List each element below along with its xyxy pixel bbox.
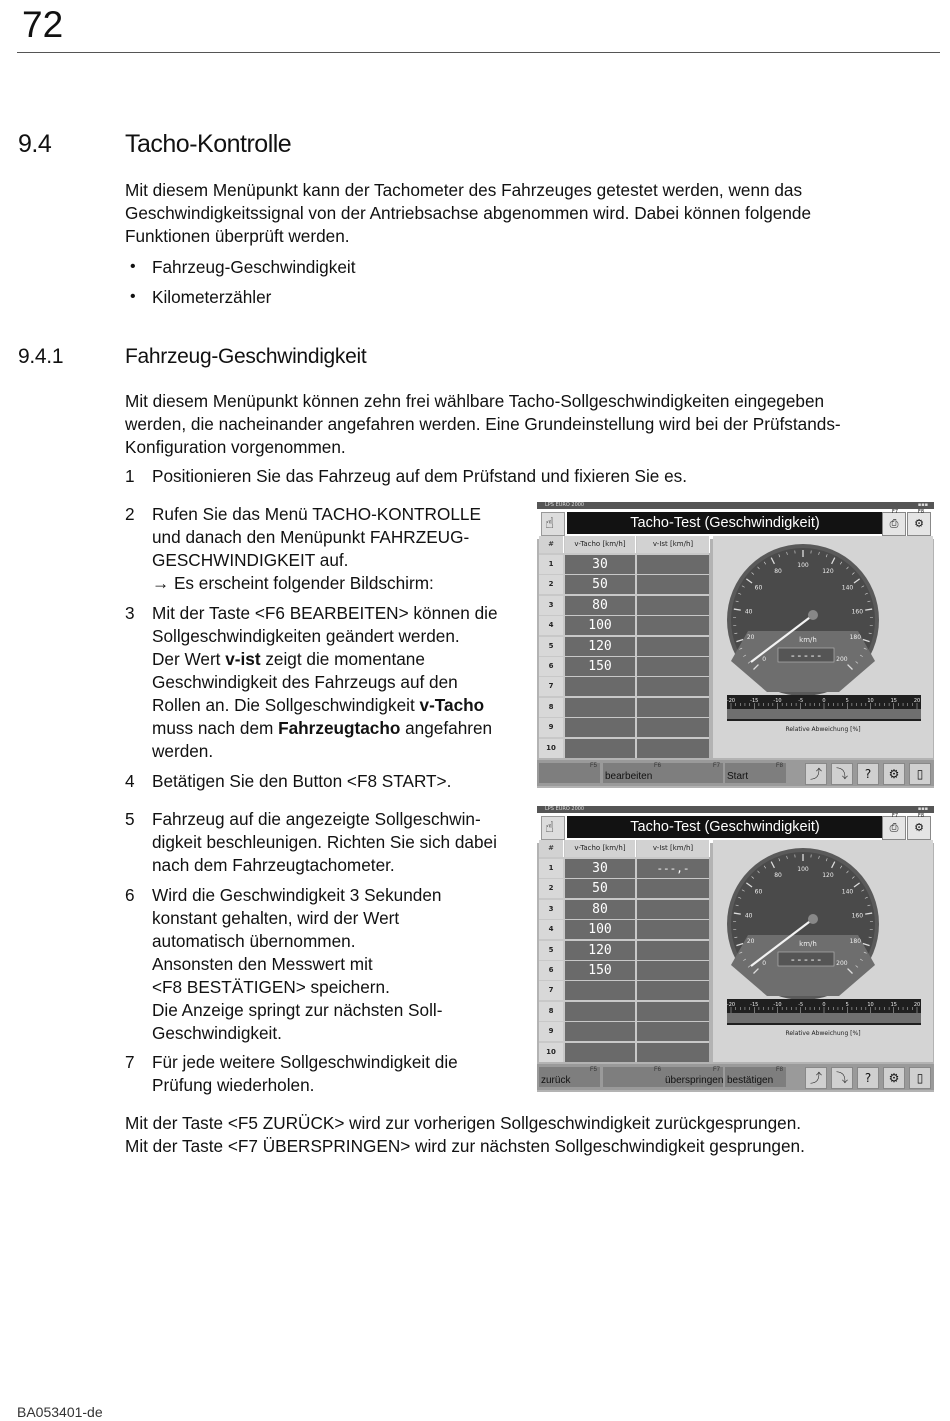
key-label-f8: F8 [917, 813, 924, 819]
dyno-icon[interactable]: ⚙ [883, 1067, 905, 1089]
table-row[interactable] [539, 698, 709, 719]
v-ist-cell [637, 596, 709, 615]
v-tacho-cell[interactable]: 120 [565, 637, 635, 656]
text-run: zeigt die momentane [260, 649, 425, 669]
intro-line-1: Mit diesem Menüpunkt kann der Tachometer des Fahrzeuges getestet werden, wenn das [125, 180, 803, 200]
intro-line-3: Funktionen überprüft werden. [125, 226, 350, 246]
v-tacho-cell[interactable] [565, 718, 635, 737]
row-number: 3 [539, 596, 563, 615]
deviation-tick-label: 5 [845, 698, 849, 704]
function-key-bar [537, 1064, 934, 1090]
v-tacho-cell[interactable]: 150 [565, 657, 635, 676]
gauge-tick-label: 200 [836, 655, 848, 663]
v-tacho-cell[interactable]: 80 [565, 900, 635, 919]
v-tacho-cell[interactable]: 50 [565, 879, 635, 898]
deviation-label: Relative Abweichung [%] [785, 726, 861, 733]
screen-title: Tacho-Test (Geschwindigkeit) [567, 512, 883, 534]
table-row[interactable] [539, 575, 709, 596]
v-tacho-cell[interactable] [565, 739, 635, 758]
table-row[interactable] [539, 718, 709, 739]
bullet-item: Kilometerzähler [152, 287, 272, 307]
table-row[interactable] [539, 596, 709, 617]
step-number: 5 [125, 809, 135, 829]
function-key-label: zurück [541, 1075, 571, 1086]
window-controls[interactable]: ▪▪▪ [917, 806, 928, 812]
deviation-tick-label: -20 [726, 698, 736, 704]
step-7-line: Für jede weitere Sollgeschwindigkeit die [152, 1052, 458, 1072]
v-ist-cell [637, 718, 709, 737]
function-key-f7[interactable] [663, 1067, 723, 1087]
deviation-tick-label: 15 [890, 698, 897, 704]
deviation-tick-label: 20 [913, 1002, 921, 1008]
gauge-tick-label: 120 [822, 567, 834, 575]
table-row[interactable] [539, 1022, 709, 1043]
speed-readout: ----- [789, 953, 823, 966]
gauge-tick-label: 120 [822, 871, 834, 879]
deviation-tick-label: 0 [822, 1002, 826, 1008]
table-header-v-tacho: v-Tacho [km/h] [565, 840, 636, 857]
step-number: 7 [125, 1052, 135, 1072]
speedometer-panel [713, 536, 933, 758]
deviation-tick-label: -15 [750, 698, 759, 704]
row-number: 4 [539, 616, 563, 635]
deviation-tick-label: 20 [913, 698, 921, 704]
row-number: 6 [539, 961, 563, 980]
deviation-tick-label: -10 [773, 698, 782, 704]
v-tacho-cell[interactable] [565, 1022, 635, 1041]
v-ist-cell [637, 900, 709, 919]
gauge-tick-label: 40 [744, 912, 753, 920]
table-row[interactable] [539, 677, 709, 698]
v-ist-cell [637, 616, 709, 635]
gauge-tick-label: 0 [762, 959, 767, 967]
hand-icon[interactable] [541, 816, 565, 840]
up-arrow-icon[interactable]: ⤴ [805, 763, 827, 785]
exit-icon[interactable]: ▯ [909, 1067, 931, 1089]
deviation-tick-label: 10 [867, 698, 874, 704]
v-tacho-cell[interactable]: 100 [565, 920, 635, 939]
gauge-tick-label: 200 [836, 959, 848, 967]
step-6-line: Die Anzeige springt zur nächsten Soll- [152, 1000, 443, 1020]
step-2-result: → Es erscheint folgender Bildschirm: [152, 573, 434, 593]
v-ist-cell [637, 575, 709, 594]
deviation-tick-label: 10 [867, 1002, 874, 1008]
v-ist-cell [637, 961, 709, 980]
v-ist-cell [637, 657, 709, 676]
speedometer-svg [713, 536, 933, 758]
step-2-line: GESCHWINDIGKEIT auf. [152, 550, 349, 570]
gauge-tick-label: 20 [746, 633, 755, 641]
gauge-tick-label: 60 [754, 888, 763, 896]
step-5-line: Fahrzeug auf die angezeigte Sollgeschwin- [152, 809, 481, 829]
dyno-icon[interactable]: ⚙ [907, 816, 931, 840]
printer-icon[interactable]: ⎙ [882, 816, 906, 840]
step-7-line: Prüfung wiederholen. [152, 1075, 315, 1095]
speedometer-panel [713, 840, 933, 1062]
table-header-index: # [539, 840, 564, 857]
v-tacho-cell[interactable]: 80 [565, 596, 635, 615]
row-number: 3 [539, 900, 563, 919]
gauge-tick-label: 20 [746, 937, 755, 945]
bullet-dot: • [130, 258, 136, 275]
gauge-unit-label: km/h [799, 636, 817, 644]
table-header-index: # [539, 536, 564, 553]
speed-table [539, 840, 709, 1062]
step-3-line: Mit der Taste <F6 BEARBEITEN> können die [152, 603, 498, 623]
v-ist-cell [637, 1043, 709, 1062]
row-number: 9 [539, 1022, 563, 1041]
screen-header [537, 813, 934, 843]
step-3-line [152, 694, 484, 717]
row-number: 8 [539, 698, 563, 717]
sub-intro-line-3: Konfiguration vorgenommen. [125, 437, 346, 457]
speed-readout: ----- [789, 649, 823, 662]
v-tacho-cell[interactable]: 50 [565, 575, 635, 594]
step-number: 3 [125, 603, 135, 623]
hand-icon-glyph: ☝ [545, 818, 555, 836]
header-rule [17, 52, 940, 53]
v-ist-cell [637, 981, 709, 1000]
step-number: 6 [125, 885, 135, 905]
table-row[interactable] [539, 616, 709, 637]
row-number: 7 [539, 981, 563, 1000]
row-number: 5 [539, 941, 563, 960]
step-3-line [152, 648, 425, 671]
deviation-bar [727, 1013, 921, 1023]
step-3-line: werden. [152, 741, 214, 761]
key-label-f8: F8 [917, 509, 924, 515]
dyno-icon[interactable]: ⚙ [883, 763, 905, 785]
gauge-tick-label: 80 [774, 567, 782, 575]
app-title-bar [537, 502, 934, 509]
gauge-tick-label: 140 [841, 888, 854, 896]
deviation-tick-label: -5 [798, 1002, 804, 1008]
step-6-line: Wird die Geschwindigkeit 3 Sekunden [152, 885, 442, 905]
section-number: 9.4 [18, 130, 52, 158]
v-tacho-cell[interactable] [565, 698, 635, 717]
step-6-line: Ansonsten den Messwert mit [152, 954, 373, 974]
function-key-f8[interactable] [725, 763, 786, 783]
gauge-tick-label: 40 [744, 608, 753, 616]
deviation-tick-label: -15 [750, 1002, 759, 1008]
screen-header [537, 509, 934, 539]
bullet-dot: • [130, 288, 136, 305]
function-key-number: F6 [653, 763, 661, 769]
row-number: 7 [539, 677, 563, 696]
hand-icon[interactable] [541, 512, 565, 536]
v-tacho-cell[interactable]: 150 [565, 961, 635, 980]
function-key-label: überspringen [665, 1075, 724, 1086]
function-key-number: F5 [589, 763, 597, 769]
step-2-line: Rufen Sie das Menü TACHO-KONTROLLE [152, 504, 481, 524]
section-title: Tacho-Kontrolle [125, 130, 292, 158]
v-tacho-cell[interactable] [565, 677, 635, 696]
table-header-v-tacho: v-Tacho [km/h] [565, 536, 636, 553]
sub-intro-line-1: Mit diesem Menüpunkt können zehn frei wählbare Tacho-Sollgeschwindigkeiten eingegeben [125, 391, 825, 411]
row-number: 1 [539, 859, 563, 878]
step-4-text: Betätigen Sie den Button <F8 START>. [152, 771, 452, 791]
dyno-icon[interactable]: ⚙ [907, 512, 931, 536]
v-tacho-cell[interactable] [565, 1043, 635, 1062]
step-2-line: und danach den Menüpunkt FAHRZEUG- [152, 527, 470, 547]
row-number: 4 [539, 920, 563, 939]
subsection-title: Fahrzeug-Geschwindigkeit [125, 345, 367, 368]
text-run: Der Wert [152, 649, 226, 669]
table-row[interactable] [539, 900, 709, 921]
term-fahrzeugtacho: Fahrzeugtacho [278, 718, 401, 738]
deviation-tick-label: 5 [845, 1002, 849, 1008]
up-arrow-icon[interactable]: ⤴ [805, 1067, 827, 1089]
v-ist-cell [637, 879, 709, 898]
row-number: 5 [539, 637, 563, 656]
table-row[interactable] [539, 739, 709, 760]
window-controls[interactable]: ▪▪▪ [917, 502, 928, 508]
table-row[interactable] [539, 637, 709, 658]
closing-line-2: Mit der Taste <F7 ÜBERSPRINGEN> wird zur nächsten Sollgeschwindigkeit gesprungen. [125, 1136, 805, 1156]
screenshot-tacho-test-2 [537, 806, 934, 1092]
deviation-label: Relative Abweichung [%] [785, 1030, 861, 1037]
app-title-bar [537, 806, 934, 813]
deviation-tick-label: -5 [798, 698, 804, 704]
deviation-tick-label: 15 [890, 1002, 897, 1008]
table-header-v-ist: v-Ist [km/h] [637, 840, 710, 857]
step-1-text: Positionieren Sie das Fahrzeug auf dem Prüfstand und fixieren Sie es. [152, 466, 688, 486]
key-label-f7: F7 [891, 509, 898, 515]
v-ist-cell [637, 941, 709, 960]
app-name: LPS EURO 2000 [545, 806, 585, 812]
printer-icon[interactable]: ⎙ [882, 512, 906, 536]
v-ist-cell [637, 677, 709, 696]
document-id: BA053401-de [17, 1404, 103, 1420]
gauge-tick-label: 80 [774, 871, 782, 879]
gauge-tick-label: 0 [762, 655, 767, 663]
deviation-tick-label: -20 [726, 1002, 736, 1008]
table-header-v-ist: v-Ist [km/h] [637, 536, 710, 553]
function-key-number: F7 [712, 763, 720, 769]
v-tacho-cell[interactable]: 100 [565, 616, 635, 635]
row-number: 10 [539, 739, 563, 758]
gauge-tick-label: 100 [797, 866, 809, 873]
function-key-number: F5 [589, 1067, 597, 1073]
app-name: LPS EURO 2000 [545, 502, 585, 508]
v-tacho-cell[interactable] [565, 981, 635, 1000]
v-ist-cell [637, 555, 709, 574]
function-key-number: F8 [775, 763, 783, 769]
step-3-line: Geschwindigkeit des Fahrzeugs auf den [152, 672, 458, 692]
text-run: angefahren [400, 718, 493, 738]
exit-icon[interactable]: ▯ [909, 763, 931, 785]
function-key-f6[interactable] [603, 1067, 664, 1087]
key-label-f7: F7 [891, 813, 898, 819]
v-tacho-cell[interactable]: 30 [565, 555, 635, 574]
deviation-tick-label: 0 [822, 698, 826, 704]
v-ist-cell [637, 739, 709, 758]
down-arrow-icon[interactable]: ⤵ [831, 763, 853, 785]
text-run: Rollen an. Die Sollgeschwindigkeit [152, 695, 420, 715]
v-ist-cell [637, 637, 709, 656]
subsection-number: 9.4.1 [18, 345, 64, 368]
screenshot-tacho-test-1 [537, 502, 934, 788]
step-5-line: nach dem Fahrzeugtachometer. [152, 855, 395, 875]
function-key-f8[interactable] [725, 1067, 786, 1087]
gauge-unit-label: km/h [799, 940, 817, 948]
step-6-line: <F8 BESTÄTIGEN> speichern. [152, 977, 390, 997]
bullet-item: Fahrzeug-Geschwindigkeit [152, 257, 356, 277]
closing-line-1: Mit der Taste <F5 ZURÜCK> wird zur vorherigen Sollgeschwindigkeit zurückgesprungen. [125, 1113, 802, 1133]
screen-title: Tacho-Test (Geschwindigkeit) [567, 816, 883, 838]
speed-table [539, 536, 709, 758]
function-key-number: F7 [712, 1067, 720, 1073]
step-6-line: automatisch übernommen. [152, 931, 356, 951]
v-tacho-cell[interactable]: 120 [565, 941, 635, 960]
table-row[interactable] [539, 941, 709, 962]
table-row[interactable] [539, 657, 709, 678]
gauge-tick-label: 160 [851, 608, 864, 616]
step-6-line: konstant gehalten, wird der Wert [152, 908, 400, 928]
intro-line-2: Geschwindigkeitssignal von der Antriebsachse abgenommen wird. Dabei können folgende [125, 203, 812, 223]
function-key-bar [537, 760, 934, 786]
function-key-f6[interactable] [603, 763, 664, 783]
gauge-tick-label: 180 [849, 633, 862, 641]
sub-intro-line-2: werden, die nacheinander angefahren werden. Eine Grundeinstellung wird bei der Prüfstands- [125, 414, 841, 434]
gauge-hub [808, 610, 818, 620]
help-icon[interactable]: ? [857, 763, 879, 785]
function-key-f5[interactable] [539, 763, 600, 783]
v-ist-cell [637, 698, 709, 717]
function-key-label: bestätigen [727, 1075, 774, 1086]
function-key-label: Start [727, 771, 749, 782]
gauge-tick-label: 100 [797, 562, 809, 569]
row-number: 1 [539, 555, 563, 574]
text-run: muss nach dem [152, 718, 279, 738]
v-ist-cell [637, 1022, 709, 1041]
gauge-tick-label: 140 [841, 584, 854, 592]
row-number: 2 [539, 575, 563, 594]
deviation-bar [727, 709, 921, 719]
table-row[interactable] [539, 1002, 709, 1023]
function-key-number: F8 [775, 1067, 783, 1073]
hand-icon-glyph: ☝ [545, 514, 555, 532]
down-arrow-icon[interactable]: ⤵ [831, 1067, 853, 1089]
table-row[interactable] [539, 555, 709, 576]
v-ist-cell [637, 920, 709, 939]
deviation-tick-label: -10 [773, 1002, 782, 1008]
row-number: 8 [539, 1002, 563, 1021]
table-row[interactable] [539, 920, 709, 941]
gauge-tick-label: 160 [851, 912, 864, 920]
table-row[interactable] [539, 1043, 709, 1064]
function-key-number: F6 [653, 1067, 661, 1073]
row-number: 6 [539, 657, 563, 676]
term-v-tacho: v-Tacho [419, 695, 485, 715]
page-number: 72 [22, 4, 64, 45]
row-number: 9 [539, 718, 563, 737]
function-key-label: bearbeiten [605, 771, 653, 782]
function-key-f7[interactable] [663, 763, 723, 783]
gauge-hub [808, 914, 818, 924]
v-ist-cell: ---,- [637, 859, 709, 878]
speedometer-svg [713, 840, 933, 1062]
row-number: 10 [539, 1043, 563, 1062]
step-number: 1 [125, 466, 135, 486]
step-6-line: Geschwindigkeit. [152, 1023, 282, 1043]
v-ist-cell [637, 1002, 709, 1021]
term-v-ist: v-ist [225, 649, 261, 669]
gauge-tick-label: 60 [754, 584, 763, 592]
step-number: 2 [125, 504, 135, 524]
function-key-f5[interactable] [539, 1067, 600, 1087]
v-tacho-cell[interactable] [565, 1002, 635, 1021]
row-number: 2 [539, 879, 563, 898]
step-3-line: Sollgeschwindigkeiten geändert werden. [152, 626, 460, 646]
table-row[interactable] [539, 961, 709, 982]
step-3-line [152, 717, 492, 740]
gauge-tick-label: 180 [849, 937, 862, 945]
table-row[interactable] [539, 859, 709, 880]
v-tacho-cell[interactable]: 30 [565, 859, 635, 878]
step-5-line: digkeit beschleunigen. Richten Sie sich dabei [152, 832, 497, 852]
table-row[interactable] [539, 981, 709, 1002]
step-number: 4 [125, 771, 135, 791]
table-row[interactable] [539, 879, 709, 900]
help-icon[interactable]: ? [857, 1067, 879, 1089]
